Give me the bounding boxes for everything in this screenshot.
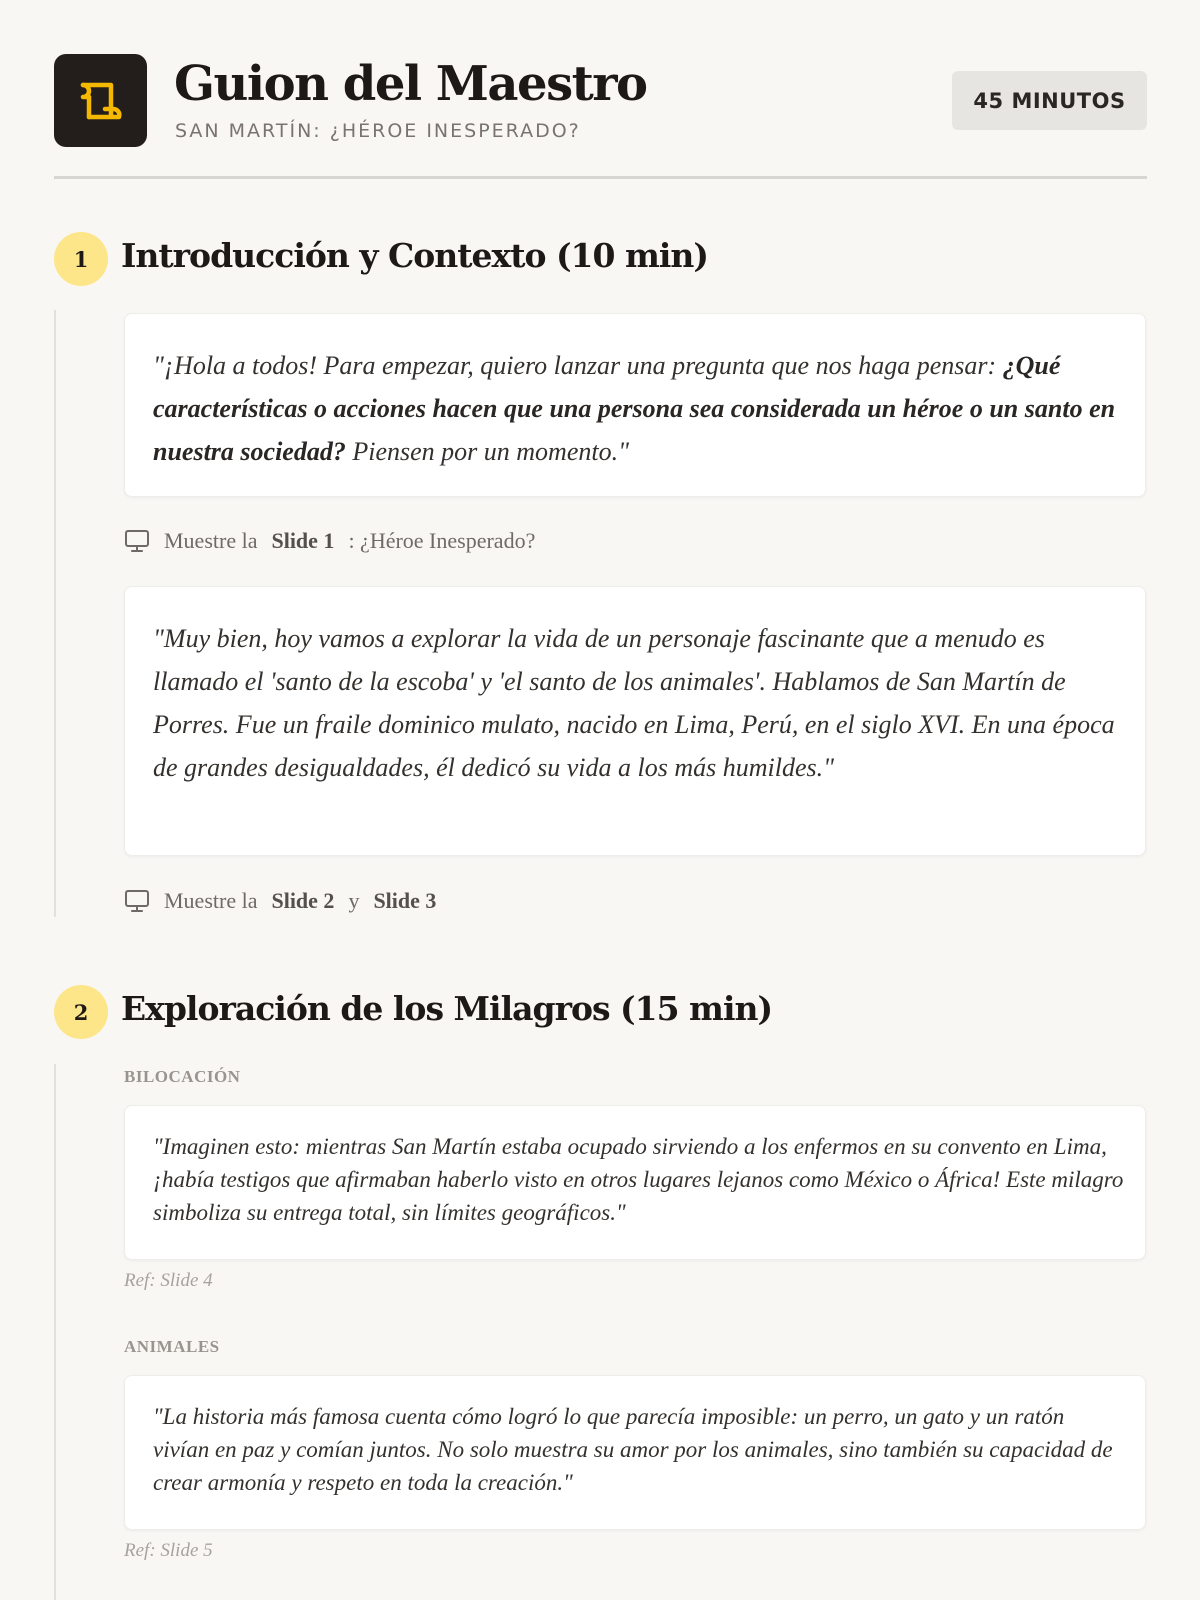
miracle-text: "La historia más famosa cuenta cómo logró lo que parecía imposible: un perro, un gato y un ratón vivían en paz y comían juntos. No solo muestra su amor por los animales, sino también su capacidad de crear armonía y respeto en toda la creación.": [153, 1404, 1113, 1495]
script-card-intro-question: [124, 313, 1146, 497]
script-card-context: [124, 586, 1146, 856]
section-title: Exploración de los Milagros (15 min): [121, 989, 773, 1028]
slide-ref: Ref: Slide 4: [124, 1270, 213, 1291]
slide-instruction: [124, 886, 450, 916]
script-key-question: ¿Qué características o acciones hacen que una persona sea considerada un héroe o un santo en nuestra sociedad?: [153, 351, 1116, 466]
duration-badge: 45 MINUTOS: [952, 71, 1147, 130]
page-title: Guion del Maestro: [174, 56, 647, 112]
miracle-card-animals: [124, 1375, 1146, 1530]
monitor-icon: [124, 529, 150, 553]
slide-instruction-prefix: Muestre la: [164, 528, 258, 553]
scroll-icon: [75, 77, 127, 125]
section-rail: [54, 310, 56, 917]
slide-reference: Slide 1: [271, 528, 335, 553]
miracle-label: ANIMALES: [124, 1337, 220, 1356]
slide-instruction: [124, 526, 535, 556]
monitor-icon: [124, 889, 150, 913]
script-text: "Muy bien, hoy vamos a explorar la vida de un personaje fascinante que a menudo es llamado el 'santo de la escoba' y 'el santo de los animales'. Hablamos de San Martín de Porres. Fue un fraile dominico mulato, nacido en Lima, Perú, en el siglo XVI. En una época de grandes desigualdades, él dedicó su vida a los más humildes.": [153, 624, 1115, 782]
slide-instruction-prefix: Muestre la: [164, 888, 258, 913]
slide-instruction-suffix: : ¿Héroe Inesperado?: [348, 528, 536, 553]
slide-instruction-joiner: y: [348, 888, 360, 913]
miracle-label: BILOCACIÓN: [124, 1067, 241, 1086]
script-text-post: Piensen por un momento.": [345, 437, 629, 466]
slide-ref: Ref: Slide 5: [124, 1540, 213, 1561]
header: [54, 0, 1147, 179]
section-number: 1: [54, 232, 108, 286]
section-miracles: [54, 985, 1147, 1039]
slide-reference: Slide 2: [271, 888, 335, 913]
script-text-pre: "¡Hola a todos! Para empezar, quiero lanzar una pregunta que nos haga pensar:: [153, 351, 1003, 380]
app-logo: [54, 54, 147, 147]
teacher-script-page: [54, 0, 1147, 1561]
miracle-card-bilocation: [124, 1105, 1146, 1260]
slide-reference: Slide 3: [373, 888, 437, 913]
section-header: [54, 232, 1147, 286]
page-subtitle: SAN MARTÍN: ¿HÉROE INESPERADO?: [175, 120, 581, 142]
section-header: [54, 985, 1147, 1039]
section-rail: [54, 1064, 56, 1600]
section-introduction: [54, 232, 1147, 286]
section-title: Introducción y Contexto (10 min): [121, 236, 709, 275]
miracle-text: "Imaginen esto: mientras San Martín estaba ocupado sirviendo a los enfermos en su convento en Lima, ¡había testigos que afirmaban haberlo visto en otros lugares lejanos como México o África! Este milagro simboliza su entrega total, sin límites geográficos.": [153, 1134, 1124, 1225]
section-number: 2: [54, 985, 108, 1039]
